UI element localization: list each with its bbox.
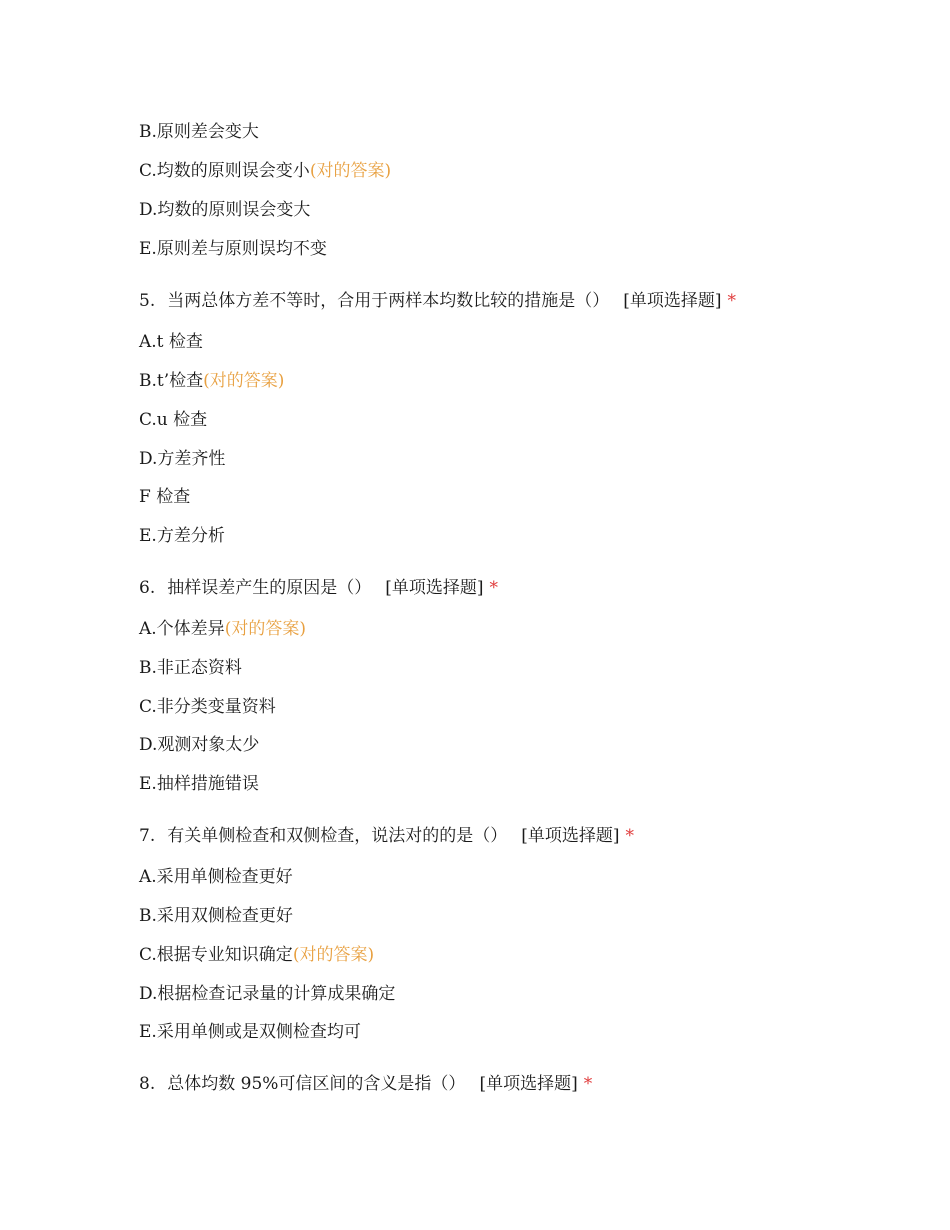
- option-text: B.原则差会变大: [139, 122, 259, 142]
- q5-option-d: [139, 448, 225, 470]
- question-text: 有关单侧检查和双侧检查，说法对的的是（）: [167, 826, 508, 846]
- option-text: D.方差齐性: [139, 449, 226, 469]
- question-number: 6.: [139, 578, 156, 598]
- option-text: B.采用双侧检查更好: [139, 906, 293, 926]
- required-mark: *: [625, 826, 634, 846]
- q5-option-a: [139, 331, 203, 353]
- option-text: F 检查: [139, 487, 191, 507]
- q7-option-d: [139, 983, 395, 1005]
- correct-answer-label: (对的答案): [309, 161, 392, 181]
- option-text: A.采用单侧检查更好: [139, 867, 293, 887]
- q6-option-b: [139, 657, 242, 679]
- q6-option-c: [139, 696, 276, 718]
- option-text: D.均数的原则误会变大: [139, 200, 311, 220]
- option-text: E.方差分析: [139, 526, 225, 546]
- question-6: [139, 577, 498, 599]
- option-text: E.原则差与原则误均不变: [139, 239, 327, 259]
- option-text: B.t’检查: [139, 371, 204, 391]
- option-text: A.个体差异: [139, 619, 225, 639]
- q4-option-d: [139, 199, 310, 221]
- question-8: [139, 1073, 592, 1095]
- q4-option-c: [139, 160, 391, 182]
- question-type: [单项选择题]: [479, 1074, 578, 1094]
- required-mark: *: [727, 291, 736, 311]
- q5-option-c: [139, 409, 207, 431]
- q5-option-b: [139, 370, 284, 392]
- correct-answer-label: (对的答案): [292, 945, 375, 965]
- option-text: E.采用单侧或是双侧检查均可: [139, 1022, 361, 1042]
- question-text: 总体均数 95%可信区间的含义是指（）: [167, 1074, 466, 1094]
- q6-option-d: [139, 734, 259, 756]
- option-text: A.t 检查: [139, 332, 203, 352]
- correct-answer-label: (对的答案): [203, 371, 285, 391]
- option-text: E.抽样措施错误: [139, 774, 259, 794]
- question-number: 5.: [139, 291, 156, 311]
- question-7: [139, 825, 634, 847]
- q4-option-b: [139, 121, 259, 143]
- option-text: D.根据检查记录量的计算成果确定: [139, 984, 396, 1004]
- question-type: [单项选择题]: [385, 578, 484, 598]
- q7-option-e: [139, 1021, 361, 1043]
- question-number: 7.: [139, 826, 156, 846]
- required-mark: *: [583, 1074, 593, 1094]
- question-text: 抽样误差产生的原因是（）: [167, 578, 372, 598]
- question-5: [139, 290, 736, 312]
- required-mark: *: [489, 578, 498, 598]
- option-text: C.u 检查: [139, 410, 208, 430]
- q5-option-f: [139, 486, 190, 508]
- correct-answer-label: (对的答案): [224, 619, 306, 639]
- question-text: 当两总体方差不等时，合用于两样本均数比较的措施是（）: [167, 291, 610, 311]
- q7-option-b: [139, 905, 293, 927]
- option-text: C.非分类变量资料: [139, 697, 276, 717]
- q4-option-e: [139, 238, 327, 260]
- question-number: 8.: [139, 1074, 156, 1094]
- question-type: [单项选择题]: [521, 826, 620, 846]
- q6-option-e: [139, 773, 259, 795]
- option-text: C.根据专业知识确定: [139, 945, 293, 965]
- option-text: B.非正态资料: [139, 658, 242, 678]
- q5-option-e: [139, 525, 225, 547]
- option-text: D.观测对象太少: [139, 735, 260, 755]
- question-type: [单项选择题]: [623, 291, 722, 311]
- q7-option-a: [139, 866, 293, 888]
- q6-option-a: [139, 618, 306, 640]
- q7-option-c: [139, 944, 374, 966]
- option-text: C.均数的原则误会变小: [139, 161, 310, 181]
